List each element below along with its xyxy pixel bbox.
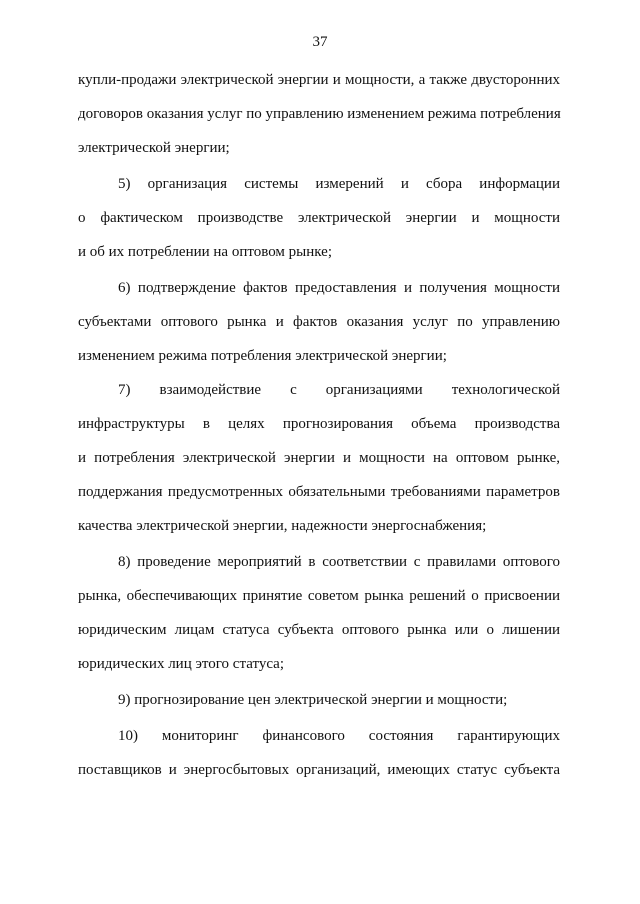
page-number: 37 xyxy=(312,34,328,50)
text-line: 9) прогнозирование цен электрической энергии и мощности; xyxy=(118,692,508,708)
text-line: юридическим лицам статуса субъекта оптового рынка или о лишении xyxy=(78,622,560,638)
text-line: рынка, обеспечивающих принятие советом рынка решений о присвоении xyxy=(78,588,560,604)
text-line: и потребления электрической энергии и мощности на оптовом рынке, xyxy=(78,450,560,466)
text-line: субъектами оптового рынка и фактов оказания услуг по управлению xyxy=(78,314,560,330)
text-line: 10) мониторинг финансового состояния гарантирующих xyxy=(118,728,560,744)
text-line: изменением режима потребления электрической энергии; xyxy=(78,348,447,364)
text-line: 5) организация системы измерений и сбора информации xyxy=(118,176,560,192)
text-line: электрической энергии; xyxy=(78,140,230,156)
text-line: юридических лиц этого статуса; xyxy=(78,656,284,672)
text-line: 6) подтверждение фактов предоставления и получения мощности xyxy=(118,280,560,296)
text-line: инфраструктуры в целях прогнозирования объема производства xyxy=(78,416,560,432)
text-line: договоров оказания услуг по управлению изменением режима потребления xyxy=(78,106,561,122)
text-line: качества электрической энергии, надежности энергоснабжения; xyxy=(78,518,487,534)
text-line: и об их потреблении на оптовом рынке; xyxy=(78,244,332,260)
text-line: 7) взаимодействие с организациями технологической xyxy=(118,382,560,398)
text-line: поставщиков и энергосбытовых организаций, имеющих статус субъекта xyxy=(78,762,560,778)
text-line: купли-продажи электрической энергии и мощности, а также двусторонних xyxy=(78,72,560,88)
text-line: 8) проведение мероприятий в соответствии с правилами оптового xyxy=(118,554,560,570)
text-line: о фактическом производстве электрической энергии и мощности xyxy=(78,210,560,226)
text-line: поддержания предусмотренных обязательными требованиями параметров xyxy=(78,484,560,500)
